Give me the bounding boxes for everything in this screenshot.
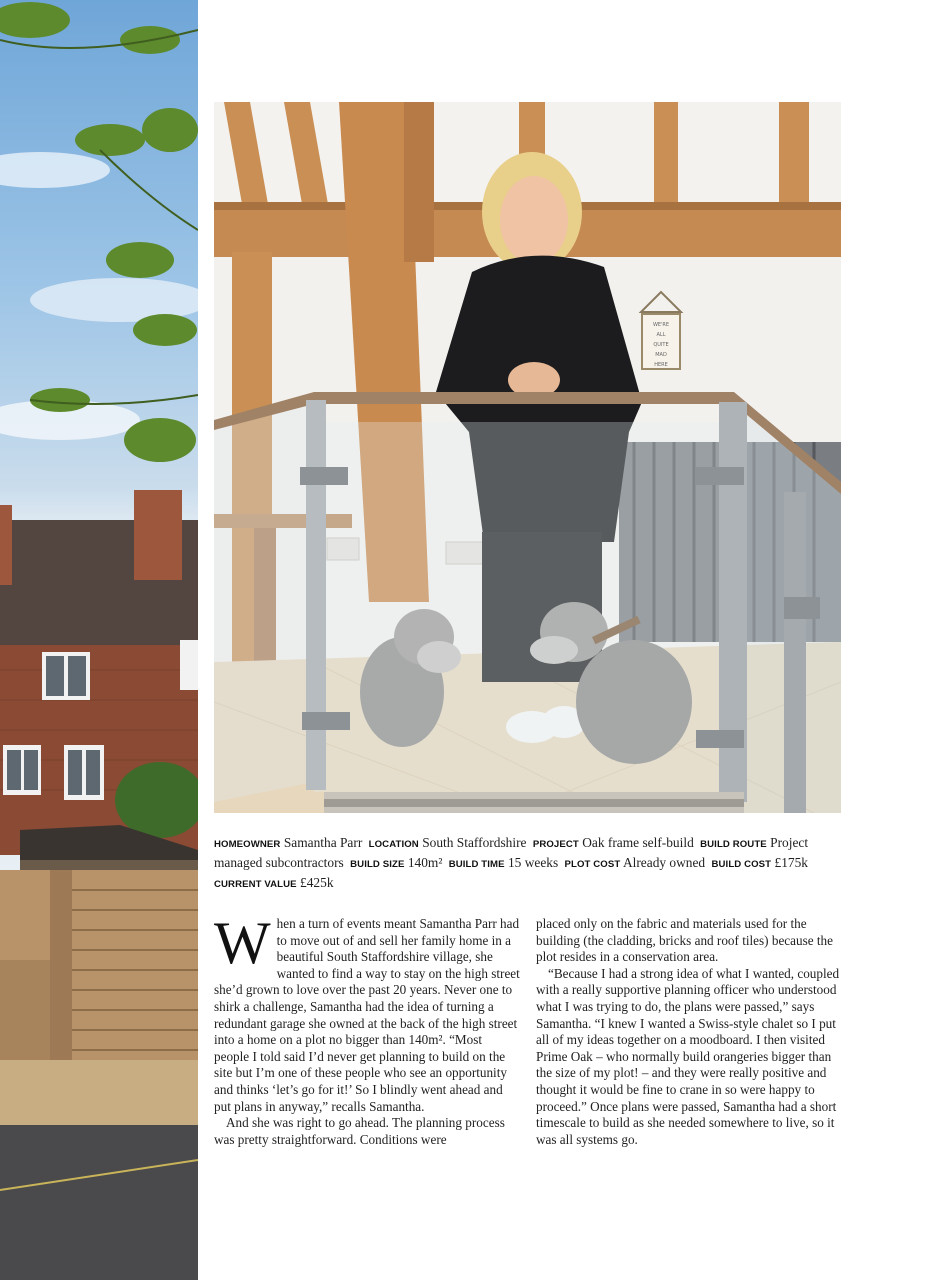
caption-value-build-cost: £175k xyxy=(774,855,808,870)
svg-text:MAD: MAD xyxy=(655,352,667,358)
caption-value-project: Oak frame self-build xyxy=(582,835,694,850)
caption-value-homeowner: Samantha Parr xyxy=(283,835,363,850)
sign-text: WE'RE xyxy=(652,322,670,328)
caption-value-build-route: Project managed subcontractors xyxy=(214,835,809,870)
caption-value-location: South Staffordshire xyxy=(422,835,527,850)
article-paragraph: placed only on the fabric and materials used for the building (the cladding, bricks and roof tiles) because the plot resides in a conservation area. xyxy=(536,916,833,965)
caption-label-build-route: BUILD ROUTE xyxy=(700,839,767,850)
caption-value-build-size: 140m² xyxy=(407,855,443,870)
caption-value-build-time: 15 weeks xyxy=(507,855,559,870)
caption-label-build-time: BUILD TIME xyxy=(448,859,505,870)
caption-label-location: LOCATION xyxy=(368,839,419,850)
drop-cap: W xyxy=(214,910,271,976)
svg-text:ALL: ALL xyxy=(656,332,666,338)
caption-label-project: PROJECT xyxy=(532,839,579,850)
svg-text:QUITE: QUITE xyxy=(653,342,669,348)
svg-text:HERE: HERE xyxy=(654,362,668,368)
article-paragraph: “Because I had a strong idea of what I wanted, coupled with a really supportive planning officer who understood what I was trying to do, the plans were passed,” says Samantha. “I knew I wanted a Swiss-style chalet so I put all of my ideas together on a moodboard. I then visited Prime Oak – who normally build orangeries bigger than the size of my plot! – and they were really positive and thought it would be fine to crane in so were happy to proceed.” Once plans were passed, Samantha had a short timescale to build as she needed somewhere to live, so it was all systems go. xyxy=(536,965,840,1147)
photo-caption xyxy=(214,834,841,894)
caption-label-current-value: CURRENT VALUE xyxy=(214,879,297,890)
caption-label-homeowner: HOMEOWNER xyxy=(214,839,281,850)
street-illustration xyxy=(0,0,198,1280)
article-column-right xyxy=(536,916,842,1148)
interior-illustration xyxy=(214,102,841,813)
caption-label-build-cost: BUILD COST xyxy=(711,859,772,870)
caption-value-current-value: £425k xyxy=(300,875,334,890)
caption-label-build-size: BUILD SIZE xyxy=(350,859,405,870)
caption-label-plot-cost: PLOT COST xyxy=(564,859,621,870)
caption-value-plot-cost: Already owned xyxy=(622,855,706,870)
side-photo-street xyxy=(0,0,198,1280)
intro-text: hen a turn of events meant Samantha Parr had to move out of and sell her family home in a beautiful South Staffordshire village, she wanted to find a way to stay on the high street she’d grown to love over the past 20 years. Never one to shirk a challenge, Samantha had the idea of turning a redundant garage she owned at the back of the high street into a home on a plot no bigger than 140m². “Most people I told said I’d never get planning to build on the site but I’m one of these people who see an opportunity and thinks ‘let’s go for it!’ So I blindly went ahead and put plans in anyway,” recalls Samantha. xyxy=(214,916,520,1114)
main-photo-landing xyxy=(214,102,841,813)
article-column-left xyxy=(214,910,520,1148)
article-paragraph-intro xyxy=(214,910,520,1115)
article-paragraph: And she was right to go ahead. The planning process was pretty straightforward. Conditions were xyxy=(214,1115,505,1147)
